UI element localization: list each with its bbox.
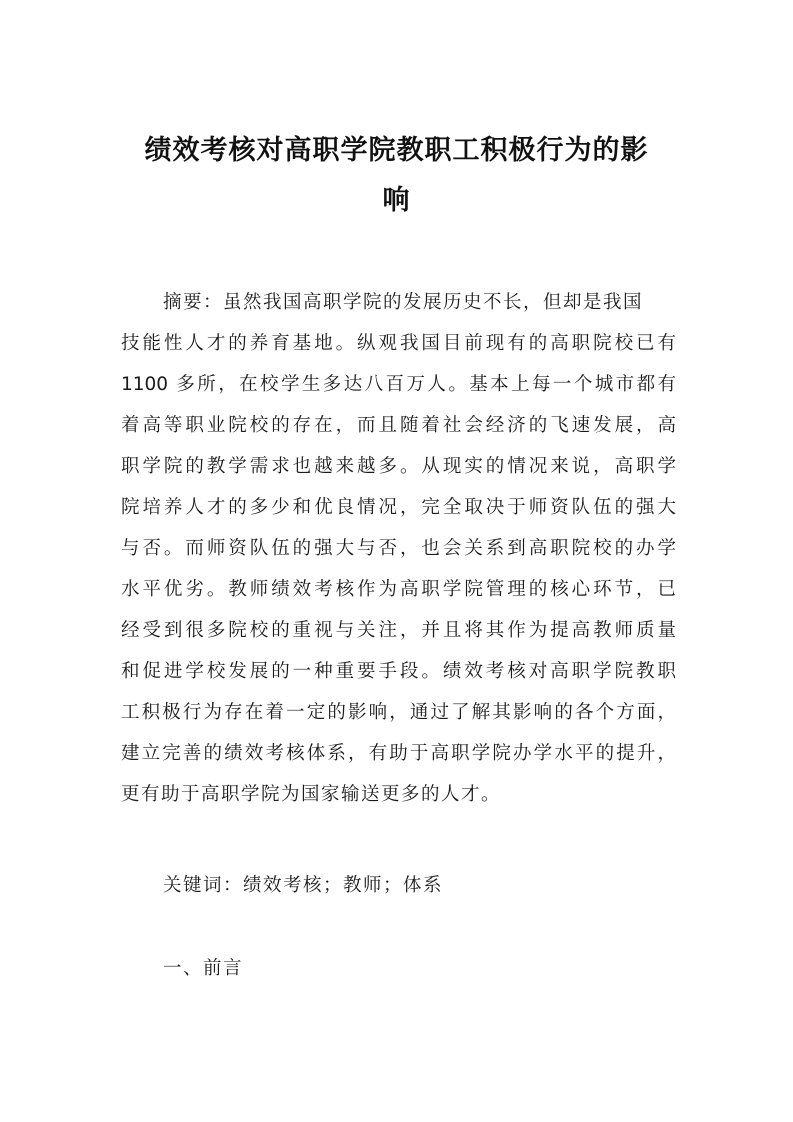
- keywords-line: 关键词：绩效考核；教师；体系: [163, 875, 444, 896]
- abstract-line: 院培养人才的多少和优良情况，完全取决于师资队伍的强大: [121, 497, 676, 518]
- abstract-line: 建立完善的绩效考核体系，有助于高职学院办学水平的提升，: [121, 743, 676, 764]
- abstract-line: 着高等职业院校的存在，而且随着社会经济的飞速发展，高: [121, 415, 676, 436]
- abstract-line: 摘要：虽然我国高职学院的发展历史不长，但却是我国: [163, 292, 644, 313]
- abstract-line: 工积极行为存在着一定的影响，通过了解其影响的各个方面，: [121, 702, 676, 723]
- abstract-line: 职学院的教学需求也越来越多。从现实的情况来说，高职学: [121, 456, 676, 477]
- abstract-line: 和促进学校发展的一种重要手段。绩效考核对高职学院教职: [121, 661, 676, 682]
- abstract-line: 更有助于高职学院为国家输送更多的人才。: [121, 784, 502, 805]
- abstract-line: 与否。而师资队伍的强大与否，也会关系到高职院校的办学: [121, 538, 676, 559]
- abstract-line: 经受到很多院校的重视与关注，并且将其作为提高教师质量: [121, 620, 676, 641]
- abstract-line: 技能性人才的养育基地。纵观我国目前现有的高职院校已有: [121, 333, 676, 354]
- document-title-line-1: 绩效考核对高职学院教职工积极行为的影: [144, 135, 649, 166]
- abstract-line: 水平优劣。教师绩效考核作为高职学院管理的核心环节，已: [121, 579, 676, 600]
- section-heading: 一、前言: [163, 958, 244, 979]
- abstract-line: 1100 多所，在校学生多达八百万人。基本上每一个城市都有: [121, 374, 676, 395]
- document-title-line-2: 响: [382, 185, 411, 216]
